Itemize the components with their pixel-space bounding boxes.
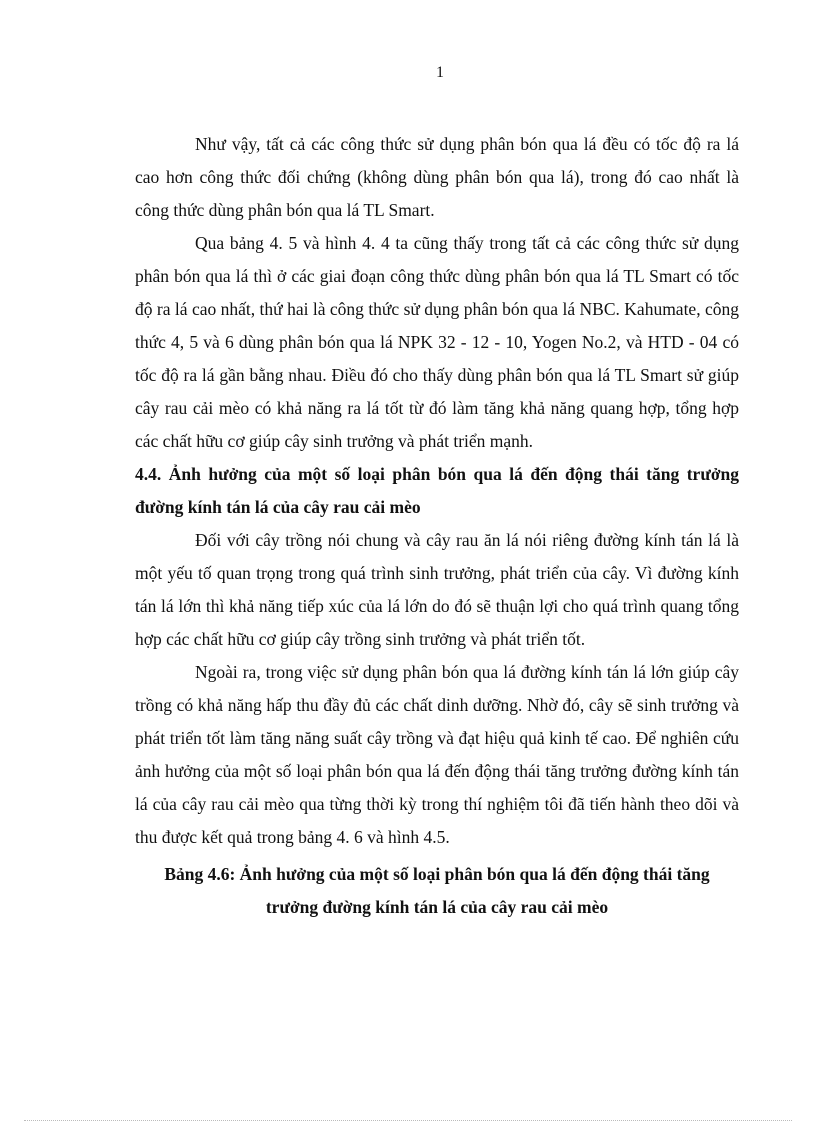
paragraph-table-4-5-analysis: Qua bảng 4. 5 và hình 4. 4 ta cũng thấy trong tất cả các công thức sử dụng phân bón qua lá thì ở các giai đoạn công thức dùng phân bón qua lá TL Smart có tốc độ ra lá cao nhất, thứ hai là công thức sử dụng phân bón qua lá NBC. Kahumate, công thức 4, 5 và 6 dùng phân bón qua lá NPK 32 - 12 - 10, Yogen No.2, và HTD - 04 có tốc độ ra lá gần bằng nhau. Điều đó cho thấy dùng phân bón qua lá TL Smart sử giúp cây rau cải mèo có khả năng ra lá tốt từ đó làm tăng khả năng quang hợp, tổng hợp các chất hữu cơ giúp cây sinh trưởng và phát triển mạnh. — [135, 233, 739, 451]
paragraph-leaf-rate-summary: Như vậy, tất cả các công thức sử dụng phân bón qua lá đều có tốc độ ra lá cao hơn công thức đối chứng (không dùng phân bón qua lá), trong đó cao nhất là công thức dùng phân bón qua lá TL Smart. — [135, 134, 739, 220]
table-caption-line-2: trưởng đường kính tán lá của cây rau cải mèo — [265, 897, 609, 917]
table-caption-line-1: Bảng 4.6: Ảnh hưởng của một số loại phân bón qua lá đến động thái tăng — [164, 864, 710, 884]
page-number: 1 — [436, 64, 444, 81]
table-caption — [135, 858, 739, 924]
paragraph-canopy-importance: Đối với cây trồng nói chung và cây rau ăn lá nói riêng đường kính tán lá là một yếu tố quan trọng trong quá trình sinh trưởng, phát triển của cây. Vì đường kính tán lá lớn thì khả năng tiếp xúc của lá lớn do đó sẽ thuận lợi cho quá trình quang tổng hợp các chất hữu cơ giúp cây trồng sinh trưởng và phát triển tốt. — [135, 530, 739, 649]
paragraph-canopy-study: Ngoài ra, trong việc sử dụng phân bón qua lá đường kính tán lá lớn giúp cây trồng có khả năng hấp thu đầy đủ các chất dinh dưỡng. Nhờ đó, cây sẽ sinh trưởng và phát triển tốt làm tăng năng suất cây trồng và đạt hiệu quả kinh tế cao. Để nghiên cứu ảnh hưởng của một số loại phân bón qua lá đến động thái tăng trưởng đường kính tán lá của cây rau cải mèo qua từng thời kỳ trong thí nghiệm tôi đã tiến hành theo dõi và thu được kết quả trong bảng 4. 6 và hình 4.5. — [135, 662, 739, 847]
document-body — [135, 128, 739, 924]
page-bottom-divider — [24, 1120, 792, 1121]
section-heading-4-4: 4.4. Ảnh hưởng của một số loại phân bón qua lá đến động thái tăng trưởng đường kính tán lá của cây rau cải mèo — [135, 464, 739, 517]
